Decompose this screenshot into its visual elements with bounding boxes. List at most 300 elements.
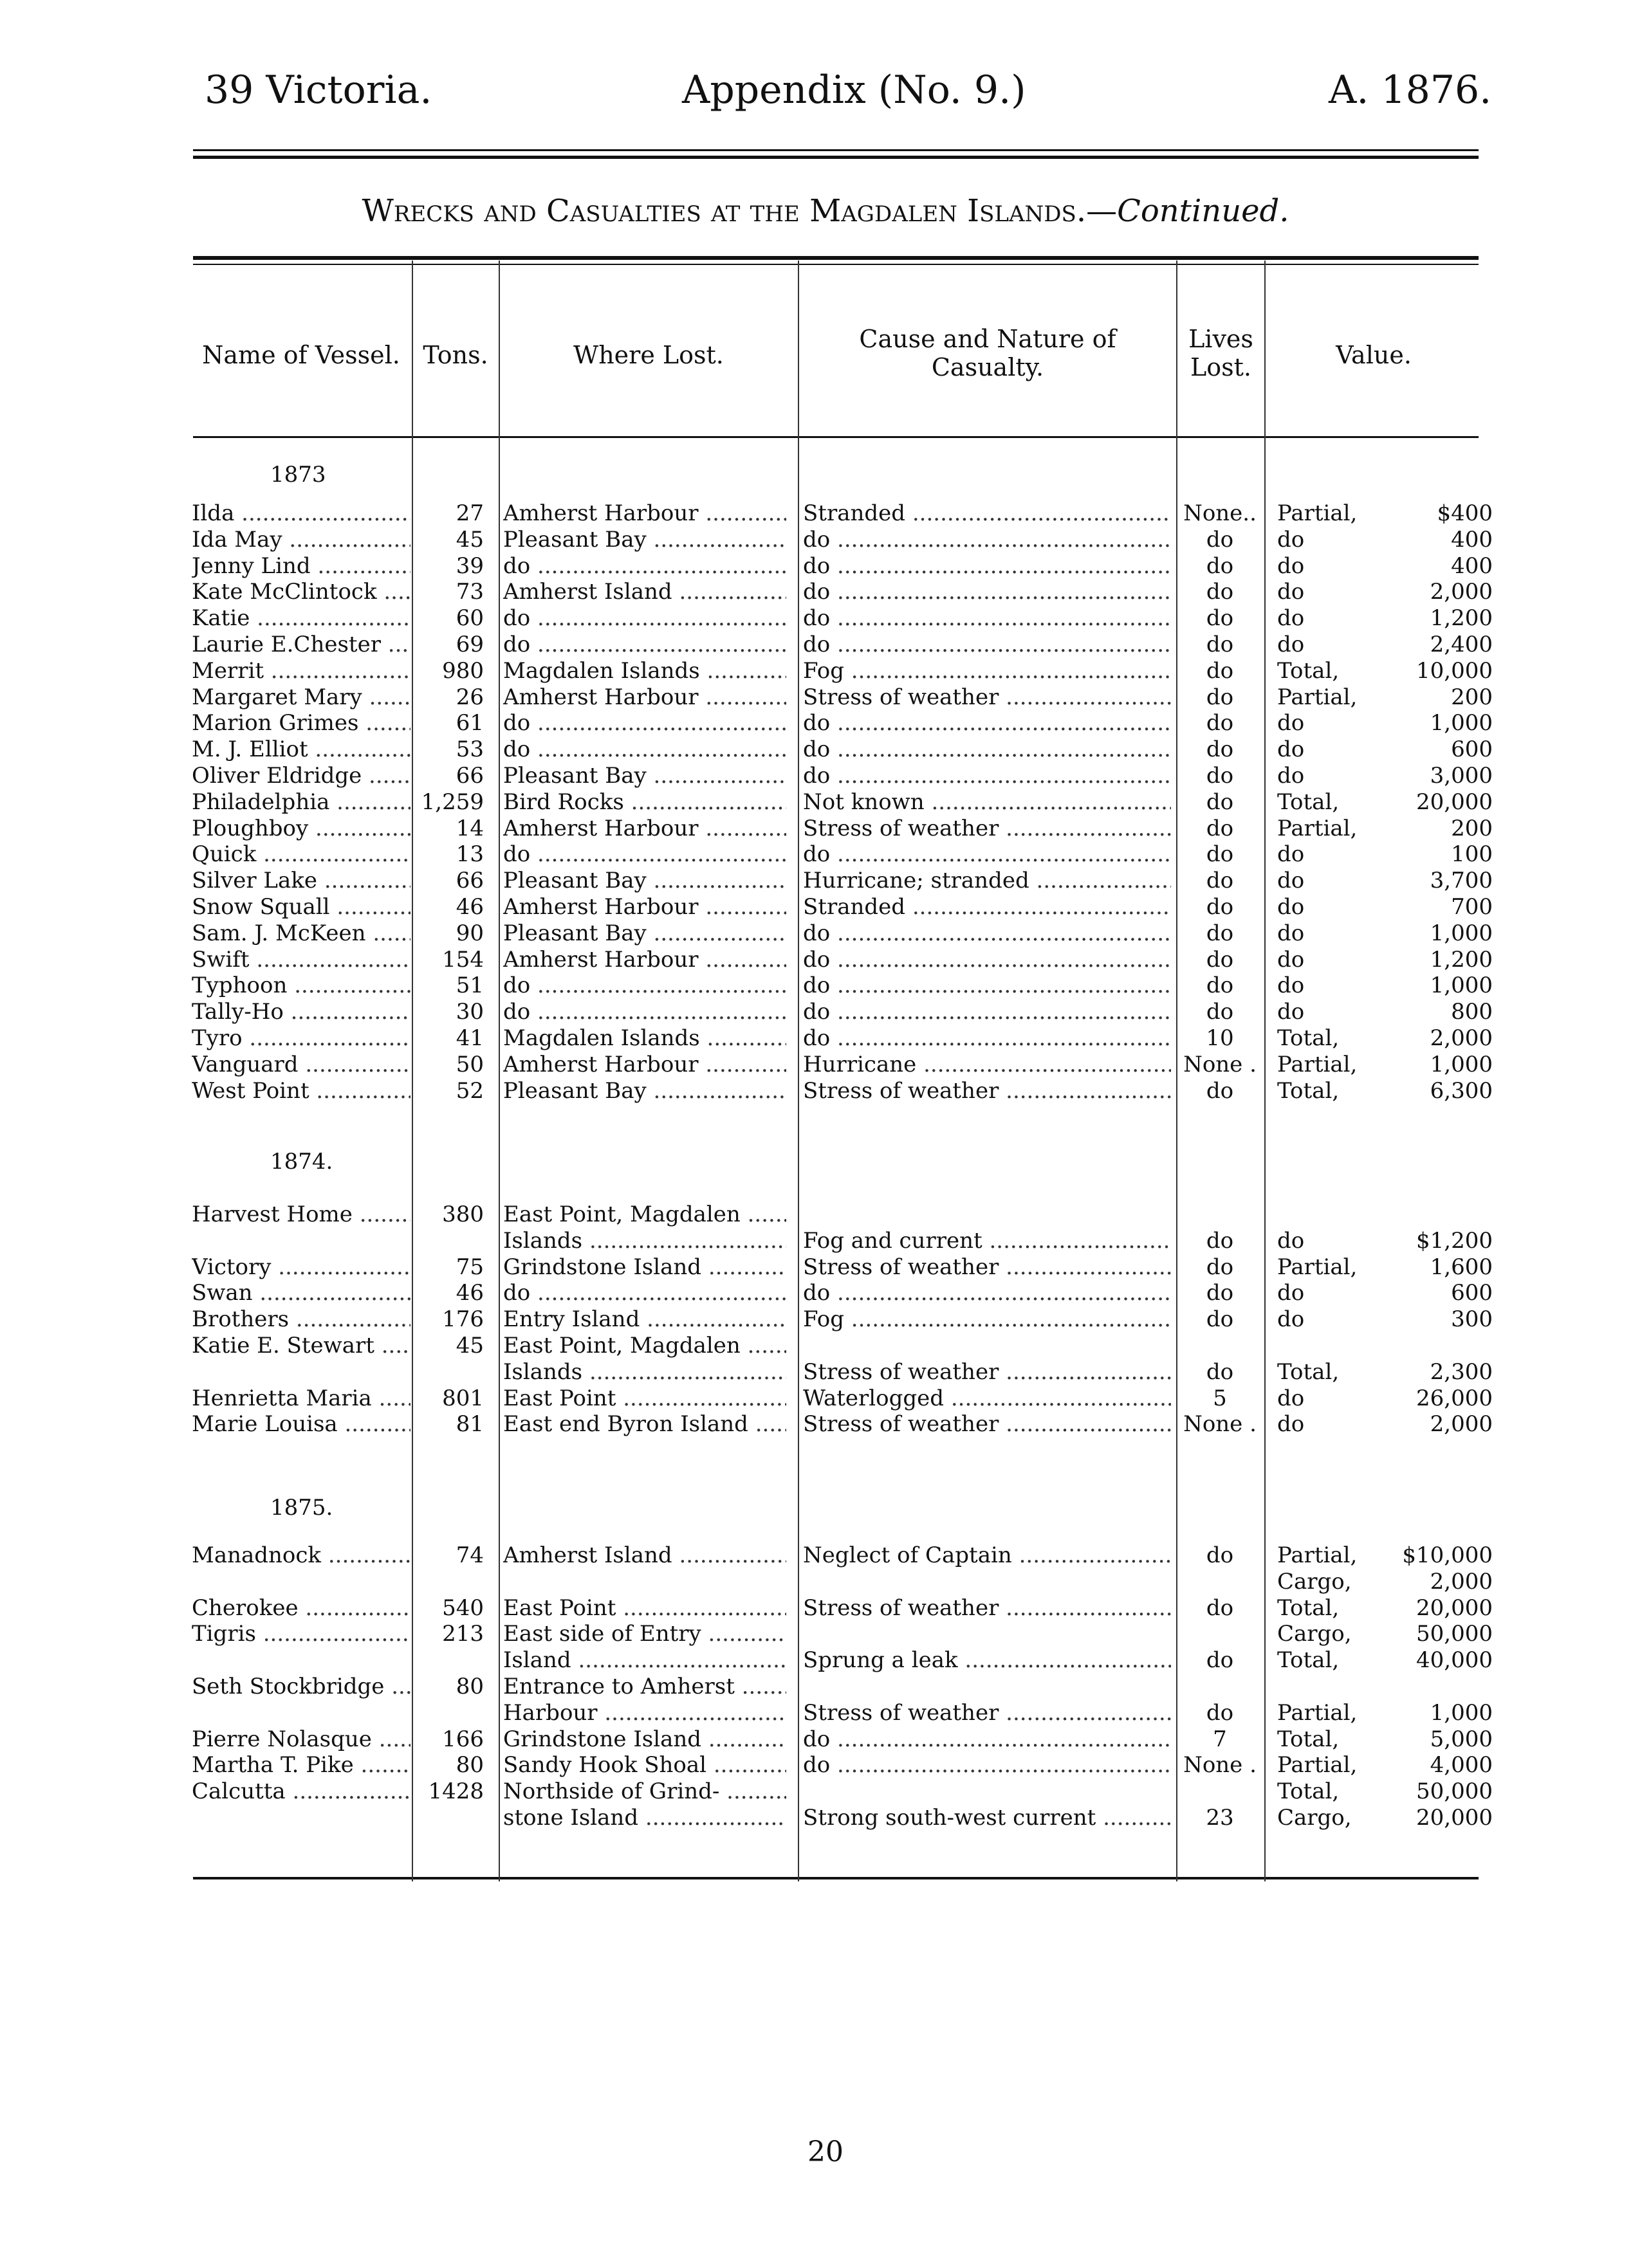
cell-value: $400: [1437, 500, 1493, 526]
cell-tons: 801: [442, 1385, 484, 1411]
table-row: [0, 789, 1651, 815]
cell-cause: do .....: [803, 605, 1171, 631]
cell-cause: do .....: [803, 1726, 1171, 1752]
cell-value: 1,200: [1430, 947, 1493, 973]
column-header-tons: Tons.: [423, 341, 488, 369]
cell-value: 50,000: [1416, 1779, 1493, 1804]
cell-where: Amherst Harbour .....: [503, 816, 786, 841]
cell-cause: Stress of weather .....: [803, 1078, 1171, 1104]
cell-cause: do .....: [803, 527, 1171, 553]
cell-lives: None .: [1183, 1411, 1257, 1437]
cell-name: Quick .....: [192, 841, 410, 867]
cell-tons: 154: [442, 947, 484, 973]
cell-value: 1,000: [1430, 1700, 1493, 1726]
cell-tons: 50: [456, 1052, 484, 1077]
table-row: [0, 973, 1651, 998]
cell-value: 6,300: [1430, 1078, 1493, 1104]
cell-status: Total,: [1277, 1726, 1340, 1752]
section-year: 1873: [270, 462, 326, 488]
cell-value: 2,300: [1430, 1359, 1493, 1385]
cell-where: stone Island .....: [503, 1805, 786, 1831]
title-main: Wrecks and Casualties at the Magdalen Islands.—: [362, 193, 1118, 229]
table-row: [0, 1228, 1651, 1254]
table-row: [0, 1280, 1651, 1306]
cell-status: Partial,: [1277, 684, 1358, 710]
cell-lives: do: [1206, 1280, 1234, 1306]
cell-value: 600: [1451, 736, 1493, 762]
table-row: [0, 1621, 1651, 1647]
cell-status: do: [1277, 1280, 1305, 1306]
cell-name: Vanguard .....: [192, 1052, 410, 1077]
cell-where: do .....: [503, 710, 786, 736]
cell-value: 400: [1451, 553, 1493, 579]
cell-status: do: [1277, 894, 1305, 920]
table-row: [0, 947, 1651, 973]
cell-value: $10,000: [1402, 1542, 1493, 1568]
cell-where: Magdalen Islands .....: [503, 658, 786, 684]
cell-lives: do: [1206, 553, 1234, 579]
cell-cause: Waterlogged .....: [803, 1385, 1171, 1411]
table-row: [0, 1359, 1651, 1385]
cell-name: Margaret Mary .....: [192, 684, 410, 710]
cell-where: East Point, Magdalen .....: [503, 1202, 786, 1227]
cell-value: 4,000: [1430, 1752, 1493, 1778]
table-row: [0, 658, 1651, 684]
cell-where: East Point .....: [503, 1385, 786, 1411]
header-rule-bottom: [193, 156, 1479, 159]
cell-cause: do .....: [803, 973, 1171, 998]
cell-lives: do: [1206, 999, 1234, 1025]
cell-status: do: [1277, 763, 1305, 789]
cell-where: East Point .....: [503, 1595, 786, 1621]
cell-name: Laurie E.Chester .....: [192, 632, 410, 657]
cell-lives: do: [1206, 1542, 1234, 1568]
cell-value: 10,000: [1416, 658, 1493, 684]
cell-where: Amherst Harbour .....: [503, 947, 786, 973]
column-header-value: Value.: [1336, 341, 1412, 369]
cell-lives: 23: [1206, 1805, 1234, 1831]
cell-cause: do .....: [803, 999, 1171, 1025]
cell-lives: 5: [1213, 1385, 1227, 1411]
cell-where: East Point, Magdalen .....: [503, 1333, 786, 1358]
cell-lives: do: [1206, 605, 1234, 631]
cell-value: 400: [1451, 527, 1493, 553]
cell-status: do: [1277, 1228, 1305, 1254]
cell-cause: do .....: [803, 632, 1171, 657]
cell-cause: do .....: [803, 710, 1171, 736]
cell-status: Total,: [1277, 1359, 1340, 1385]
cell-where: Sandy Hook Shoal .....: [503, 1752, 786, 1778]
table-row: [0, 999, 1651, 1025]
cell-lives: do: [1206, 763, 1234, 789]
cell-status: do: [1277, 973, 1305, 998]
cell-cause: do .....: [803, 736, 1171, 762]
cell-tons: 39: [456, 553, 484, 579]
cell-tons: 69: [456, 632, 484, 657]
cell-status: Total,: [1277, 1025, 1340, 1051]
cell-tons: 45: [456, 1333, 484, 1358]
cell-status: Partial,: [1277, 816, 1358, 841]
cell-tons: 540: [442, 1595, 484, 1621]
cell-lives: 10: [1206, 1025, 1234, 1051]
cell-cause: Fog .....: [803, 658, 1171, 684]
cell-lives: do: [1206, 736, 1234, 762]
cell-where: do .....: [503, 605, 786, 631]
table-row: [0, 736, 1651, 762]
cell-cause: do .....: [803, 841, 1171, 867]
cell-where: Island .....: [503, 1647, 786, 1673]
cell-cause: Stress of weather .....: [803, 1411, 1171, 1437]
cell-status: do: [1277, 841, 1305, 867]
cell-cause: Not known .....: [803, 789, 1171, 815]
cell-value: 3,700: [1430, 868, 1493, 893]
cell-status: Cargo,: [1277, 1569, 1352, 1595]
cell-name: Calcutta .....: [192, 1779, 410, 1804]
table-row: [0, 1052, 1651, 1077]
cell-name: Kate McClintock .....: [192, 579, 410, 605]
cell-status: do: [1277, 1385, 1305, 1411]
cell-tons: 52: [456, 1078, 484, 1104]
cell-lives: do: [1206, 789, 1234, 815]
cell-value: 2,000: [1430, 1411, 1493, 1437]
cell-cause: Stress of weather .....: [803, 1700, 1171, 1726]
cell-where: Entrance to Amherst .....: [503, 1674, 786, 1699]
table-row: [0, 1674, 1651, 1699]
cell-where: Entry Island .....: [503, 1306, 786, 1332]
cell-tons: 73: [456, 579, 484, 605]
cell-lives: do: [1206, 1595, 1234, 1621]
cell-name: Katie .....: [192, 605, 410, 631]
cell-lives: do: [1206, 894, 1234, 920]
cell-value: 20,000: [1416, 1805, 1493, 1831]
table-top-rule-thin: [193, 264, 1479, 265]
cell-name: Sam. J. McKeen .....: [192, 920, 410, 946]
cell-lives: None .: [1183, 1052, 1257, 1077]
cell-where: Bird Rocks .....: [503, 789, 786, 815]
cell-cause: Fog and current .....: [803, 1228, 1171, 1254]
title-continued: Continued.: [1117, 193, 1289, 229]
table-row: [0, 1595, 1651, 1621]
cell-where: do .....: [503, 553, 786, 579]
cell-where: East end Byron Island .....: [503, 1411, 786, 1437]
cell-where: do .....: [503, 841, 786, 867]
cell-status: do: [1277, 579, 1305, 605]
cell-lives: do: [1206, 684, 1234, 710]
cell-name: West Point .....: [192, 1078, 410, 1104]
cell-status: do: [1277, 868, 1305, 893]
cell-where: Amherst Island .....: [503, 579, 786, 605]
cell-value: 2,000: [1430, 1569, 1493, 1595]
cell-where: Islands .....: [503, 1228, 786, 1254]
cell-tons: 27: [456, 500, 484, 526]
cell-name: Marie Louisa .....: [192, 1411, 410, 1437]
cell-tons: 30: [456, 999, 484, 1025]
table-row: [0, 1542, 1651, 1568]
cell-value: 50,000: [1416, 1621, 1493, 1647]
cell-where: Amherst Island .....: [503, 1542, 786, 1568]
table-row: [0, 894, 1651, 920]
cell-lives: do: [1206, 1700, 1234, 1726]
cell-value: 700: [1451, 894, 1493, 920]
cell-value: 20,000: [1416, 1595, 1493, 1621]
cell-tons: 166: [442, 1726, 484, 1752]
cell-where: Pleasant Bay .....: [503, 920, 786, 946]
cell-cause: Hurricane .....: [803, 1052, 1171, 1077]
cell-value: 1,200: [1430, 605, 1493, 631]
cell-name: Oliver Eldridge .....: [192, 763, 410, 789]
cell-where: Amherst Harbour .....: [503, 500, 786, 526]
table-row: [0, 579, 1651, 605]
header-left: 39 Victoria.: [205, 68, 432, 113]
cell-tons: 45: [456, 527, 484, 553]
header-center: Appendix (No. 9.): [682, 68, 1026, 113]
cell-lives: do: [1206, 710, 1234, 736]
cell-status: Partial,: [1277, 500, 1358, 526]
cell-where: Islands .....: [503, 1359, 786, 1385]
cell-where: Pleasant Bay .....: [503, 763, 786, 789]
cell-name: Tigris .....: [192, 1621, 410, 1647]
cell-where: East side of Entry .....: [503, 1621, 786, 1647]
cell-value: 100: [1451, 841, 1493, 867]
cell-cause: Stress of weather .....: [803, 1595, 1171, 1621]
cell-cause: do .....: [803, 553, 1171, 579]
table-row: [0, 1700, 1651, 1726]
cell-where: do .....: [503, 1280, 786, 1306]
cell-where: Grindstone Island .....: [503, 1254, 786, 1280]
table-row: [0, 1025, 1651, 1051]
cell-name: Tyro .....: [192, 1025, 410, 1051]
table-row: [0, 868, 1651, 893]
cell-cause: do .....: [803, 947, 1171, 973]
table-row: [0, 553, 1651, 579]
cell-cause: Fog .....: [803, 1306, 1171, 1332]
cell-tons: 1428: [428, 1779, 484, 1804]
cell-tons: 90: [456, 920, 484, 946]
table-row: [0, 605, 1651, 631]
cell-name: Ida May .....: [192, 527, 410, 553]
cell-value: 1,000: [1430, 920, 1493, 946]
table-row: [0, 1333, 1651, 1358]
cell-where: do .....: [503, 632, 786, 657]
table-row: [0, 1078, 1651, 1104]
cell-cause: Hurricane; stranded .....: [803, 868, 1171, 893]
cell-status: do: [1277, 527, 1305, 553]
cell-cause: Stranded .....: [803, 500, 1171, 526]
cell-value: 800: [1451, 999, 1493, 1025]
table-row: [0, 920, 1651, 946]
cell-name: Katie E. Stewart .....: [192, 1333, 410, 1358]
cell-value: 1,000: [1430, 1052, 1493, 1077]
cell-where: Amherst Harbour .....: [503, 894, 786, 920]
cell-where: Amherst Harbour .....: [503, 1052, 786, 1077]
column-header-lives: Lives Lost.: [1188, 325, 1253, 381]
cell-status: Total,: [1277, 1779, 1340, 1804]
cell-lives: None..: [1183, 500, 1257, 526]
cell-where: Pleasant Bay .....: [503, 527, 786, 553]
cell-lives: do: [1206, 1359, 1234, 1385]
cell-tons: 75: [456, 1254, 484, 1280]
cell-name: Pierre Nolasque .....: [192, 1726, 410, 1752]
cell-tons: 53: [456, 736, 484, 762]
cell-lives: do: [1206, 527, 1234, 553]
cell-status: Total,: [1277, 1078, 1340, 1104]
cell-tons: 213: [442, 1621, 484, 1647]
cell-where: Magdalen Islands .....: [503, 1025, 786, 1051]
cell-where: Harbour .....: [503, 1700, 786, 1726]
cell-name: Silver Lake .....: [192, 868, 410, 893]
cell-value: 1,600: [1430, 1254, 1493, 1280]
table-row: [0, 1254, 1651, 1280]
table-row: [0, 1306, 1651, 1332]
page-title: [0, 193, 1651, 229]
cell-tons: 1,259: [421, 789, 484, 815]
table-row: [0, 1385, 1651, 1411]
cell-status: Partial,: [1277, 1542, 1358, 1568]
cell-value: 1,000: [1430, 710, 1493, 736]
cell-status: do: [1277, 1411, 1305, 1437]
table-row: [0, 1805, 1651, 1831]
table-row: [0, 527, 1651, 553]
cell-tons: 380: [442, 1202, 484, 1227]
cell-lives: do: [1206, 973, 1234, 998]
cell-value: 5,000: [1430, 1726, 1493, 1752]
cell-cause: Strong south-west current .....: [803, 1805, 1171, 1831]
page-number: 20: [807, 2135, 844, 2168]
cell-where: do .....: [503, 973, 786, 998]
cell-lives: do: [1206, 1078, 1234, 1104]
table-row: [0, 816, 1651, 841]
cell-lives: do: [1206, 920, 1234, 946]
cell-tons: 66: [456, 868, 484, 893]
cell-name: Cherokee .....: [192, 1595, 410, 1621]
cell-status: do: [1277, 999, 1305, 1025]
column-header-name: Name of Vessel.: [202, 341, 400, 369]
cell-name: Snow Squall .....: [192, 894, 410, 920]
table-top-rule: [193, 256, 1479, 260]
cell-lives: do: [1206, 868, 1234, 893]
table-row: [0, 1752, 1651, 1778]
cell-name: Brothers .....: [192, 1306, 410, 1332]
cell-tons: 80: [456, 1752, 484, 1778]
table-row: [0, 1411, 1651, 1437]
cell-where: Pleasant Bay .....: [503, 868, 786, 893]
cell-value: 2,400: [1430, 632, 1493, 657]
cell-where: do .....: [503, 736, 786, 762]
cell-status: do: [1277, 553, 1305, 579]
cell-status: Cargo,: [1277, 1621, 1352, 1647]
cell-status: Total,: [1277, 1647, 1340, 1673]
cell-cause: do .....: [803, 920, 1171, 946]
cell-name: Victory .....: [192, 1254, 410, 1280]
section-year: 1875.: [270, 1495, 333, 1521]
cell-value: $1,200: [1416, 1228, 1493, 1254]
section-year: 1874.: [270, 1149, 333, 1175]
cell-name: Swift .....: [192, 947, 410, 973]
cell-name: Ilda .....: [192, 500, 410, 526]
cell-value: 20,000: [1416, 789, 1493, 815]
cell-status: Total,: [1277, 658, 1340, 684]
cell-value: 26,000: [1416, 1385, 1493, 1411]
table-row: [0, 1726, 1651, 1752]
cell-value: 40,000: [1416, 1647, 1493, 1673]
table-row: [0, 684, 1651, 710]
table-row: [0, 632, 1651, 657]
cell-value: 200: [1451, 684, 1493, 710]
cell-status: Total,: [1277, 1595, 1340, 1621]
cell-name: Jenny Lind .....: [192, 553, 410, 579]
cell-lives: do: [1206, 1647, 1234, 1673]
cell-tons: 80: [456, 1674, 484, 1699]
cell-name: Manadnock .....: [192, 1542, 410, 1568]
cell-lives: 7: [1213, 1726, 1227, 1752]
cell-lives: None .: [1183, 1752, 1257, 1778]
cell-name: Henrietta Maria .....: [192, 1385, 410, 1411]
cell-where: do .....: [503, 999, 786, 1025]
cell-lives: do: [1206, 579, 1234, 605]
column-header-where: Where Lost.: [573, 341, 724, 369]
cell-tons: 176: [442, 1306, 484, 1332]
cell-value: 1,000: [1430, 973, 1493, 998]
cell-tons: 26: [456, 684, 484, 710]
cell-where: Northside of Grind- .....: [503, 1779, 786, 1804]
column-header-cause: Cause and Nature of Casualty.: [859, 325, 1116, 381]
cell-tons: 41: [456, 1025, 484, 1051]
cell-lives: do: [1206, 1228, 1234, 1254]
cell-tons: 13: [456, 841, 484, 867]
cell-tons: 61: [456, 710, 484, 736]
table-row: [0, 500, 1651, 526]
cell-lives: do: [1206, 816, 1234, 841]
cell-tons: 46: [456, 894, 484, 920]
table-row: [0, 1202, 1651, 1227]
cell-tons: 66: [456, 763, 484, 789]
cell-tons: 81: [456, 1411, 484, 1437]
cell-name: Swan .....: [192, 1280, 410, 1306]
cell-cause: do .....: [803, 1025, 1171, 1051]
cell-status: do: [1277, 947, 1305, 973]
table-row: [0, 1647, 1651, 1673]
column-header-rule: [193, 436, 1479, 438]
cell-name: Harvest Home .....: [192, 1202, 410, 1227]
header-rule-top: [193, 149, 1479, 151]
cell-tons: 46: [456, 1280, 484, 1306]
table-row: [0, 841, 1651, 867]
cell-lives: do: [1206, 947, 1234, 973]
cell-value: 200: [1451, 816, 1493, 841]
cell-cause: do .....: [803, 1280, 1171, 1306]
cell-value: 600: [1451, 1280, 1493, 1306]
cell-name: Ploughboy .....: [192, 816, 410, 841]
cell-name: Merrit .....: [192, 658, 410, 684]
cell-where: Pleasant Bay .....: [503, 1078, 786, 1104]
cell-cause: Stress of weather .....: [803, 684, 1171, 710]
cell-value: 2,000: [1430, 1025, 1493, 1051]
cell-tons: 980: [442, 658, 484, 684]
cell-status: do: [1277, 632, 1305, 657]
cell-tons: 51: [456, 973, 484, 998]
cell-lives: do: [1206, 658, 1234, 684]
cell-status: Partial,: [1277, 1700, 1358, 1726]
cell-value: 2,000: [1430, 579, 1493, 605]
cell-tons: 74: [456, 1542, 484, 1568]
cell-status: do: [1277, 710, 1305, 736]
cell-status: do: [1277, 605, 1305, 631]
cell-value: 300: [1451, 1306, 1493, 1332]
cell-name: Marion Grimes .....: [192, 710, 410, 736]
cell-status: Partial,: [1277, 1052, 1358, 1077]
cell-where: Grindstone Island .....: [503, 1726, 786, 1752]
cell-status: Cargo,: [1277, 1805, 1352, 1831]
